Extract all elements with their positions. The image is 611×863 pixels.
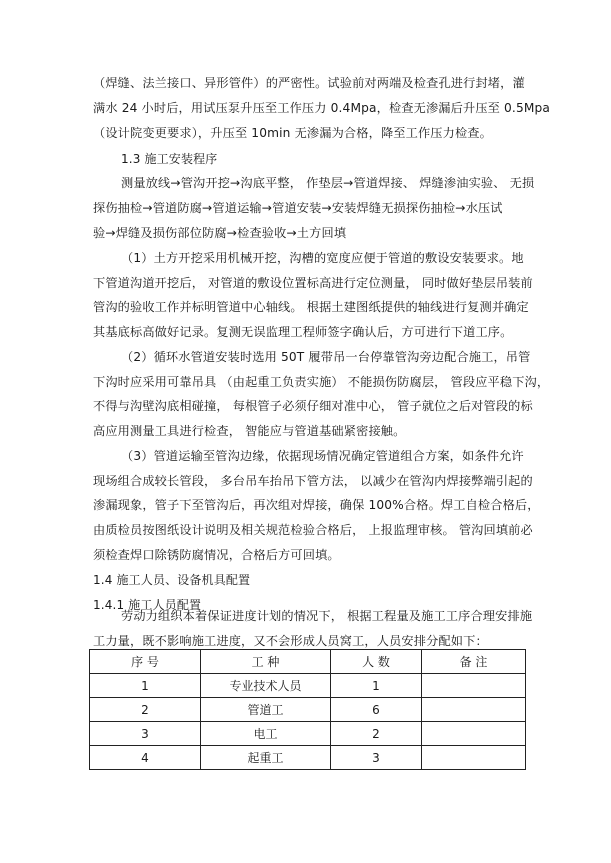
- paragraph-line: 工力量，既不影响施工进度，又不会形成人员窝工，人员安排分配如下：: [93, 634, 488, 648]
- table-cell: 1: [90, 674, 201, 698]
- paragraph-line: 测量放线→管沟开挖→沟底平整， 作垫层→管道焊接、 焊缝渗油实验、 无损: [121, 176, 535, 190]
- table-header-cell: 序 号: [90, 650, 201, 674]
- table-cell: 3: [331, 746, 422, 770]
- paragraph-line: （3）管道运输至管沟边缘，依据现场情况确定管道组合方案，如条件允许: [121, 449, 524, 463]
- paragraph-line: 满水 24 小时后，用试压泵升压至工作压力 0.4Mpa，检查无渗漏后升压至 0.5Mpa: [93, 101, 551, 115]
- paragraph-line: 验→焊缝及损伤部位防腐→检查验收→土方回填: [93, 226, 347, 240]
- paragraph-line: 高应用测量工具进行检查， 智能应与管道基础紧密接触。: [93, 424, 406, 438]
- table-cell: 2: [331, 722, 422, 746]
- table-cell: [422, 746, 526, 770]
- paragraph-line: 下管道沟道开挖后， 对管道的敷设位置标高进行定位测量， 同时做好垫层吊装前: [93, 276, 533, 290]
- table-cell: [422, 698, 526, 722]
- paragraph-line: （1）土方开挖采用机械开挖，沟槽的宽度应便于管道的敷设安装要求。地: [121, 251, 524, 265]
- table-row: [90, 698, 526, 722]
- table-row: [90, 674, 526, 698]
- section-heading-1-4-1: 1.4.1 施工人员配置: [93, 598, 202, 612]
- paragraph-line: 现场组合成较长管段， 多台吊车抬吊下管方法， 以减少在管沟内焊接弊端引起的: [93, 474, 533, 488]
- table-header-cell: 工 种: [201, 650, 331, 674]
- paragraph-line: 渗漏现象，管子下至管沟后，再次组对焊接，确保 100%合格。焊工自检合格后，: [93, 498, 540, 512]
- paragraph-line: 劳动力组织本着保证进度计划的情况下， 根据工程量及施工工序合理安排施: [121, 609, 533, 623]
- table-cell: 电工: [201, 722, 331, 746]
- staff-table: [89, 649, 526, 770]
- paragraph-line: 不得与沟壁沟底相碰撞， 每根管子必须仔细对准中心， 管子就位之后对管段的标: [93, 399, 533, 413]
- paragraph-line: （焊缝、法兰接口、异形管件）的严密性。试验前对两端及检查孔进行封堵，灌: [93, 76, 525, 90]
- paragraph-line: 管沟的验收工作并标明管道中心轴线。 根据土建图纸提供的轴线进行复测并确定: [93, 300, 529, 314]
- table-header-cell: 人 数: [331, 650, 422, 674]
- paragraph-line: 由质检员按图纸设计说明及相关规范检验合格后， 上报监理审核。 管沟回填前必: [93, 523, 533, 537]
- paragraph-line: 须检查焊口除锈防腐情况，合格后方可回填。: [93, 548, 340, 562]
- paragraph-line: （2）循环水管道安装时选用 50T 履带吊一台停靠管沟旁边配合施工，吊管: [121, 350, 531, 364]
- section-heading-1-4: 1.4 施工人员、设备机具配置: [93, 573, 251, 587]
- table-cell: 3: [90, 722, 201, 746]
- paragraph-line: 下沟时应采用可靠吊具 （由起重工负责实施） 不能损伤防腐层， 管段应平稳下沟，: [93, 375, 550, 389]
- paragraph-line: （设计院变更要求），升压至 10min 无渗漏为合格，降至工作压力检查。: [93, 126, 492, 140]
- paragraph-line: 其基底标高做好记录。复测无误监理工程师签字确认后，方可进行下道工序。: [93, 325, 513, 339]
- table-cell: 专业技术人员: [201, 674, 331, 698]
- table-header-cell: 备 注: [422, 650, 526, 674]
- table-row: [90, 722, 526, 746]
- table-cell: [422, 674, 526, 698]
- table-header-row: [90, 650, 526, 674]
- table-row: [90, 746, 526, 770]
- table-cell: 2: [90, 698, 201, 722]
- table-cell: 6: [331, 698, 422, 722]
- table-cell: [422, 722, 526, 746]
- table-cell: 4: [90, 746, 201, 770]
- table-cell: 起重工: [201, 746, 331, 770]
- table-cell: 1: [331, 674, 422, 698]
- table-cell: 管道工: [201, 698, 331, 722]
- paragraph-line: 探伤抽检→管道防腐→管道运输→管道安装→安装焊缝无损探伤抽检→水压试: [93, 201, 503, 215]
- section-heading-1-3: 1.3 施工安装程序: [121, 152, 218, 166]
